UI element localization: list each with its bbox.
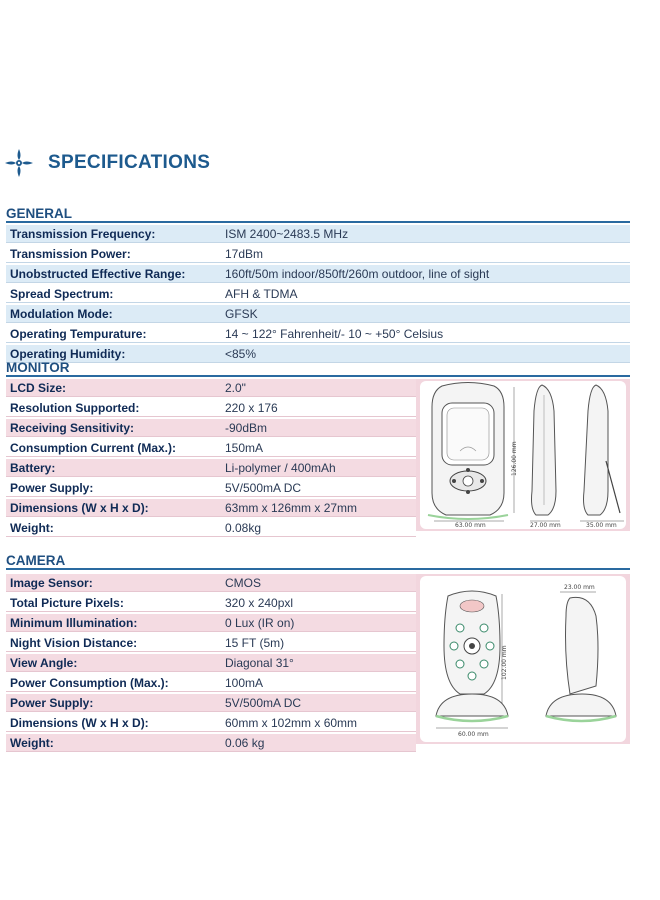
camera-spec-value: 0 Lux (IR on) [225, 615, 295, 630]
monitor-spec-row [6, 379, 416, 397]
monitor-table [6, 379, 630, 539]
monitor-spec-label: Power Supply: [10, 480, 94, 495]
monitor-spec-label: Battery: [10, 460, 56, 475]
monitor-spec-row [6, 399, 416, 417]
monitor-spec-row [6, 499, 416, 517]
camera-spec-label: Weight: [10, 735, 54, 750]
camera-height-label: 102.00 mm [501, 645, 508, 680]
monitor-spec-value: Li-polymer / 400mAh [225, 460, 336, 475]
general-spec-row [6, 325, 630, 343]
monitor-spec-row [6, 519, 416, 537]
camera-spec-row [6, 674, 416, 692]
camera-spec-label: Dimensions (W x H x D): [10, 715, 149, 730]
camera-spec-label: Power Supply: [10, 695, 94, 710]
general-spec-value: 17dBm [225, 246, 264, 261]
general-spec-row [6, 285, 630, 303]
camera-spec-row [6, 594, 416, 612]
camera-spec-value: 100mA [225, 675, 264, 690]
monitor-height-label: 126.00 mm [511, 441, 518, 476]
monitor-spec-row [6, 419, 416, 437]
camera-spec-row [6, 634, 416, 652]
camera-spec-row [6, 694, 416, 712]
monitor-spec-label: Dimensions (W x H x D): [10, 500, 149, 515]
general-heading: GENERAL [6, 206, 630, 221]
general-spec-row [6, 225, 630, 243]
general-spec-value: 160ft/50m indoor/850ft/260m outdoor, line of sight [225, 266, 490, 281]
monitor-spec-value: 2.0" [225, 380, 246, 395]
camera-spec-label: Image Sensor: [10, 575, 93, 590]
monitor-spec-value: 5V/500mA DC [225, 480, 302, 495]
general-spec-value: ISM 2400~2483.5 MHz [225, 226, 349, 241]
general-spec-value: <85% [225, 346, 257, 361]
camera-spec-value: Diagonal 31° [225, 655, 294, 670]
monitor-spec-label: Receiving Sensitivity: [10, 420, 135, 435]
general-spec-value: GFSK [225, 306, 258, 321]
camera-spec-label: Night Vision Distance: [10, 635, 138, 650]
page-title: SPECIFICATIONS [48, 152, 211, 173]
monitor-depth-label: 27.00 mm [530, 522, 561, 529]
camera-spec-row [6, 614, 416, 632]
camera-spec-value: 60mm x 102mm x 60mm [225, 715, 358, 730]
monitor-spec-label: Consumption Current (Max.): [10, 440, 176, 455]
monitor-spec-value: 150mA [225, 440, 264, 455]
cross-logo-icon [4, 148, 34, 178]
camera-spec-row [6, 574, 416, 592]
monitor-spec-value: 0.08kg [225, 520, 262, 535]
camera-spec-label: Power Consumption (Max.): [10, 675, 169, 690]
general-spec-label: Spread Spectrum: [10, 286, 114, 301]
camera-width-label: 60.00 mm [458, 731, 489, 738]
general-spec-label: Transmission Power: [10, 246, 131, 261]
general-spec-row [6, 305, 630, 323]
general-spec-label: Operating Tempurature: [10, 326, 147, 341]
monitor-spec-row [6, 479, 416, 497]
monitor-spec-label: LCD Size: [10, 380, 67, 395]
camera-spec-row [6, 714, 416, 732]
general-spec-label: Unobstructed Effective Range: [10, 266, 186, 281]
general-spec-value: AFH & TDMA [225, 286, 298, 301]
camera-spec-label: View Angle: [10, 655, 78, 670]
camera-heading: CAMERA [6, 553, 630, 568]
general-spec-value: 14 ~ 122° Fahrenheit/- 10 ~ +50° Celsius [225, 326, 444, 341]
monitor-spec-row [6, 459, 416, 477]
camera-spec-value: 0.06 kg [225, 735, 265, 750]
camera-table [6, 574, 630, 754]
monitor-stand-label: 35.00 mm [586, 522, 617, 529]
camera-spec-row [6, 654, 416, 672]
monitor-spec-value: 220 x 176 [225, 400, 278, 415]
general-spec-label: Operating Humidity: [10, 346, 126, 361]
camera-spec-value: 320 x 240pxl [225, 595, 294, 610]
camera-spec-value: 5V/500mA DC [225, 695, 302, 710]
monitor-spec-value: 63mm x 126mm x 27mm [225, 500, 358, 515]
camera-depth-label: 23.00 mm [564, 584, 595, 591]
general-spec-row [6, 265, 630, 283]
page-header [4, 145, 210, 181]
general-spec-label: Transmission Frequency: [10, 226, 156, 241]
camera-spec-label: Total Picture Pixels: [10, 595, 124, 610]
camera-spec-row [6, 734, 416, 752]
camera-spec-value: CMOS [225, 575, 261, 590]
monitor-width-label: 63.00 mm [455, 522, 486, 529]
general-table [6, 225, 630, 365]
camera-spec-label: Minimum Illumination: [10, 615, 138, 630]
general-spec-label: Modulation Mode: [10, 306, 113, 321]
monitor-heading: MONITOR [6, 360, 630, 375]
monitor-spec-value: -90dBm [225, 420, 268, 435]
camera-spec-value: 15 FT (5m) [225, 635, 285, 650]
monitor-spec-label: Resolution Supported: [10, 400, 140, 415]
monitor-spec-label: Weight: [10, 520, 54, 535]
monitor-spec-row [6, 439, 416, 457]
general-spec-row [6, 245, 630, 263]
